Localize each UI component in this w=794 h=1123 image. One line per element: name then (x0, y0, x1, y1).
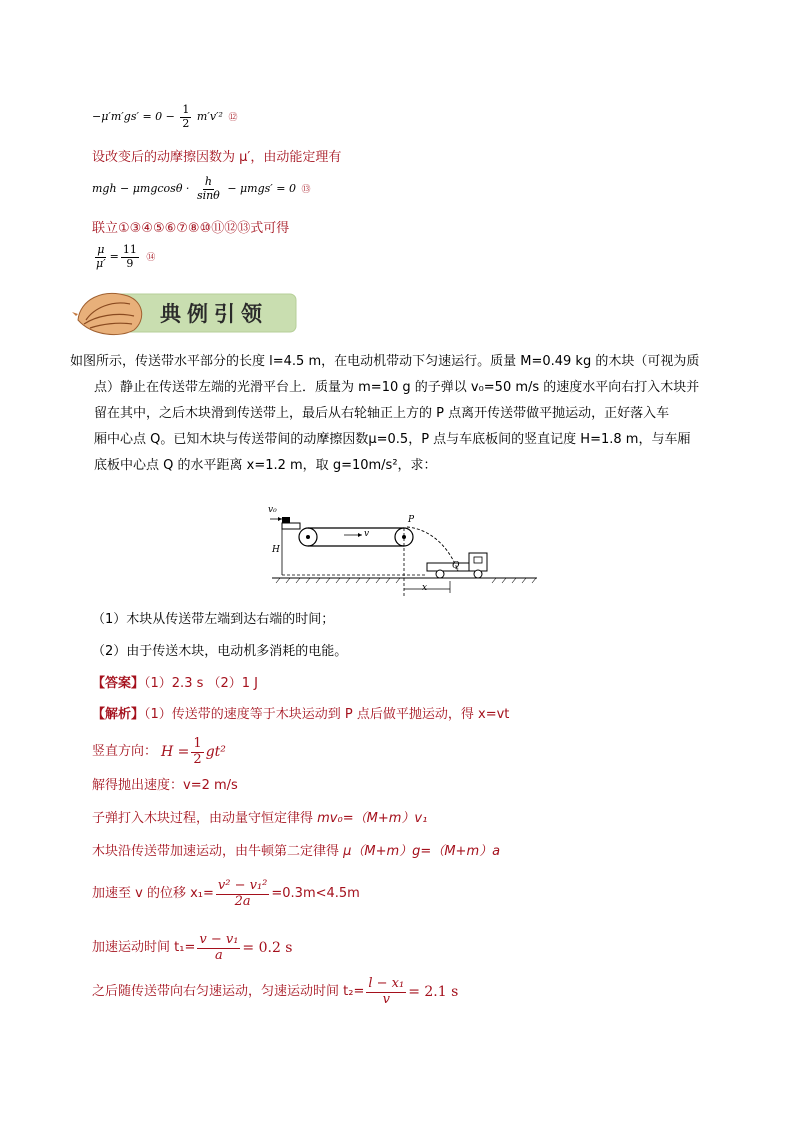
label-x: x (422, 583, 428, 593)
fraction: $\frac{\text{v² − v₁²}}{2a}$ (217, 877, 268, 909)
label-v0: v₀ (268, 505, 277, 515)
analysis-line-6: 加速至 v 的位移 x₁= $\frac{\text{v² − v₁²}}{2a}$ =0.3m<4.5m (92, 877, 360, 909)
problem-line-1: 如图所示，传送带水平部分的长度 l=4.5 m，在电动机带动下匀速运行。质量 M=0.49 kg 的木块（可视为质 (70, 354, 700, 369)
fraction: $\frac{1}{2}$ (193, 735, 202, 767)
analysis-line-8: 之后随传送带向右匀速运动，匀速运动时间 t₂= $\frac{\text{l − x₁}}{v}$ = 2.1 s (92, 975, 459, 1007)
analysis-line-2: 竖直方向： H = $\frac{1}{2}$ gt² (92, 735, 226, 767)
problem-line-4: 厢中心点 Q。已知木块与传送带间的动摩擦因数μ=0.5，P 点与车底板间的竖直记度 H=1.8 m，与车厢 (94, 432, 691, 447)
question-1: （1）木块从传送带左端到达右端的时间； (92, 612, 335, 627)
analysis-tag: 【解析】 (92, 707, 145, 722)
analysis-line-5: 木块沿传送带加速运动，由牛顿第二定律得 μ（M+m）g=（M+m）a (92, 844, 501, 859)
fraction: $\frac{\text{v − v₁}}{a}$ (199, 931, 239, 963)
analysis-line-4: 子弹打入木块过程，由动量守恒定律得 mv₀=（M+m）v₁ (92, 811, 428, 826)
problem-line-5: 底板中心点 Q 的水平距离 x=1.2 m，取 g=10m/s²，求： (94, 458, 437, 473)
fraction: $\frac{\mu}{\mu'}$ (96, 243, 106, 270)
problem-line-2: 点）静止在传送带左端的光滑平台上．质量为 m=10 g 的子弹以 v₀=50 m/s 的速度水平向右打入木块并 (94, 380, 700, 395)
fraction: $\frac{\text{l − x₁}}{v}$ (368, 975, 405, 1007)
shell-icon (72, 293, 142, 334)
fraction: $\frac{11}{9}$ (122, 243, 137, 270)
question-2: （2）由于传送木块，电动机多消耗的电能。 (92, 644, 348, 659)
fraction: $\frac{1}{2}$ (182, 103, 190, 130)
equation-14: $\frac{\mu}{\mu'}$ = $\frac{11}{9}$ ⑭ (96, 243, 156, 270)
analysis-line-7: 加速运动时间 t₁= $\frac{\text{v − v₁}}{a}$ = 0.2 s (92, 931, 293, 963)
analysis-line-1: 【解析】（1）传送带的速度等于木块运动到 P 点后做平抛运动，得 x=vt (92, 707, 510, 722)
answer-line (92, 672, 258, 696)
analysis-line-3: 解得抛出速度：v=2 m/s (92, 778, 238, 793)
equation-13: mgh − μmgcosθ · $\frac{h}{\sin\theta}$ − μmgs′ = 0 ⑬ (92, 175, 311, 202)
label-v: v (364, 529, 370, 539)
banner-title: 典例引领 (160, 302, 268, 326)
label-H: H (272, 545, 280, 555)
answer-tag: 【答案】 (92, 676, 145, 691)
fraction: $\frac{h}{\sin\theta}$ (196, 175, 220, 202)
equation-12: −μ′m′gs′ = 0 − $\frac{1}{2}$ m′v′² ⑫ (92, 103, 238, 130)
text-line: 联立①③④⑤⑥⑦⑧⑩⑪⑫⑬式可得 (92, 221, 290, 236)
section-banner (72, 286, 298, 338)
problem-line-3: 留在其中，之后木块滑到传送带上，最后从右轮轴正上方的 P 点离开传送带做平抛运动，正好落入车 (94, 406, 670, 421)
text-line: 设改变后的动摩擦因数为 μ′，由动能定理有 (92, 150, 342, 165)
label-Q: Q (452, 561, 460, 571)
conveyor-diagram (262, 505, 544, 597)
answer-text: （1）2.3 s （2）1 J (144, 676, 259, 691)
conveyor-figure (262, 505, 544, 597)
label-P: P (408, 515, 415, 525)
